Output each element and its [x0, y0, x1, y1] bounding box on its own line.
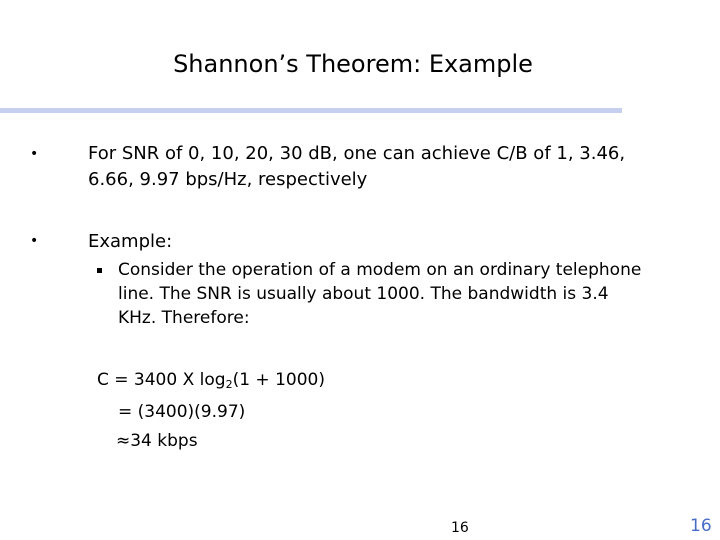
bullet-dot: • — [30, 146, 39, 162]
equation-log-base: 2 — [225, 378, 233, 391]
bullet-snr-line1: For SNR of 0, 10, 20, 30 dB, one can achieve C/B of 1, 3.46, — [88, 143, 626, 164]
equation-line2: = (3400)(9.97) — [118, 402, 246, 422]
sub-bullet-line1: Consider the operation of a modem on an ordinary telephone — [118, 260, 642, 280]
equation-line1-suffix: (1 + 1000) — [232, 370, 325, 390]
page-number-right: 16 — [690, 516, 712, 536]
equation-line1 — [97, 370, 325, 391]
bullet-snr-line2: 6.66, 9.97 bps/Hz, respectively — [88, 169, 368, 190]
title-rule — [0, 108, 622, 113]
sub-bullet-line3: KHz. Therefore: — [118, 308, 250, 328]
bullet-example: Example: — [88, 231, 173, 252]
equation-line1-prefix: C = 3400 X log — [97, 370, 226, 390]
bullet-snr — [88, 141, 708, 193]
sub-bullet-modem — [118, 258, 718, 330]
bullet-dot: • — [30, 233, 39, 249]
sub-bullet-line2: line. The SNR is usually about 1000. The bandwidth is 3.4 — [118, 284, 609, 304]
sub-bullet-square — [97, 268, 102, 273]
page-number-center: 16 — [451, 520, 469, 536]
equation-line3: ≈34 kbps — [116, 431, 198, 451]
slide-title: Shannon’s Theorem: Example — [173, 50, 533, 78]
